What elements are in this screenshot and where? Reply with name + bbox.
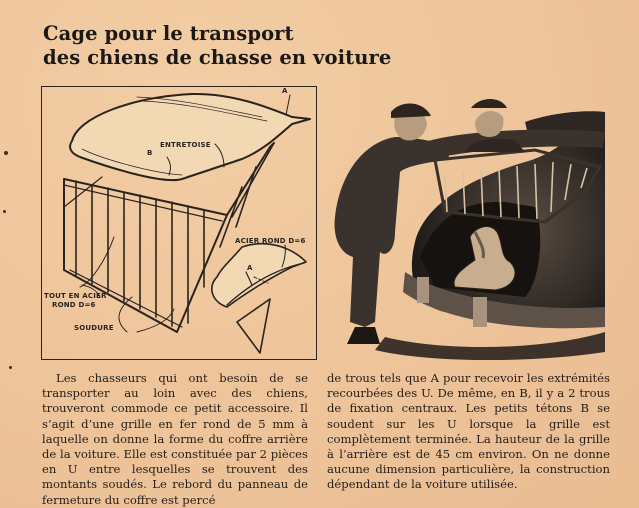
label-a-detail: A [247, 264, 253, 272]
body-paragraph-2: de trous tels que A pour recevoir les extrémités recourbées des U. De même, en B, il y a 2 trous de fixation centraux. Les petits tétons B se soudent sur les U lorsque la grille est complètement terminée. La hauteur de la grille à l’arrière est de 45 cm environ. On ne donne aucune dimension particulière, la construction dépendant de la voiture utilisée. [327, 371, 610, 492]
cage-drawing [42, 87, 316, 359]
label-tout-en-acier: TOUT EN ACIER [44, 292, 107, 300]
body-column-2 [327, 371, 610, 493]
title-line-1: Cage pour le transport [43, 22, 294, 45]
label-acier-rond: ACIER ROND D=6 [235, 237, 306, 245]
paper-speck [3, 210, 6, 213]
paper-speck [9, 366, 12, 369]
hunter-right [475, 111, 503, 137]
paper-speck [4, 151, 8, 155]
article-title [43, 22, 391, 70]
cage-diagram [41, 86, 317, 360]
illustration-drawing [325, 82, 610, 364]
label-b: B [147, 149, 153, 157]
label-entretoise: ENTRETOISE [160, 141, 211, 149]
label-a-top: A [282, 87, 288, 95]
trunk-lid [70, 94, 310, 180]
detail-bracket [212, 244, 306, 307]
title-line-2: des chiens de chasse en voiture [43, 46, 392, 69]
label-soudure: SOUDURE [74, 324, 114, 332]
label-rond: ROND D=6 [52, 301, 96, 309]
body-column-1 [42, 371, 308, 508]
body-paragraph-1: Les chasseurs qui ont besoin de se transporter au loin avec des chiens, trouveront commode ce petit accessoire. Il s’agit d’une grille en fer rond de 5 mm à laquelle on donne la forme du coffre arrière de la voiture. Elle est constituée par 2 pièces en U entre lesquelles se trouvent des montants soudés. Le rebord du panneau de fermeture du coffre est percé [42, 371, 308, 507]
hunters-car-illustration [325, 82, 610, 364]
